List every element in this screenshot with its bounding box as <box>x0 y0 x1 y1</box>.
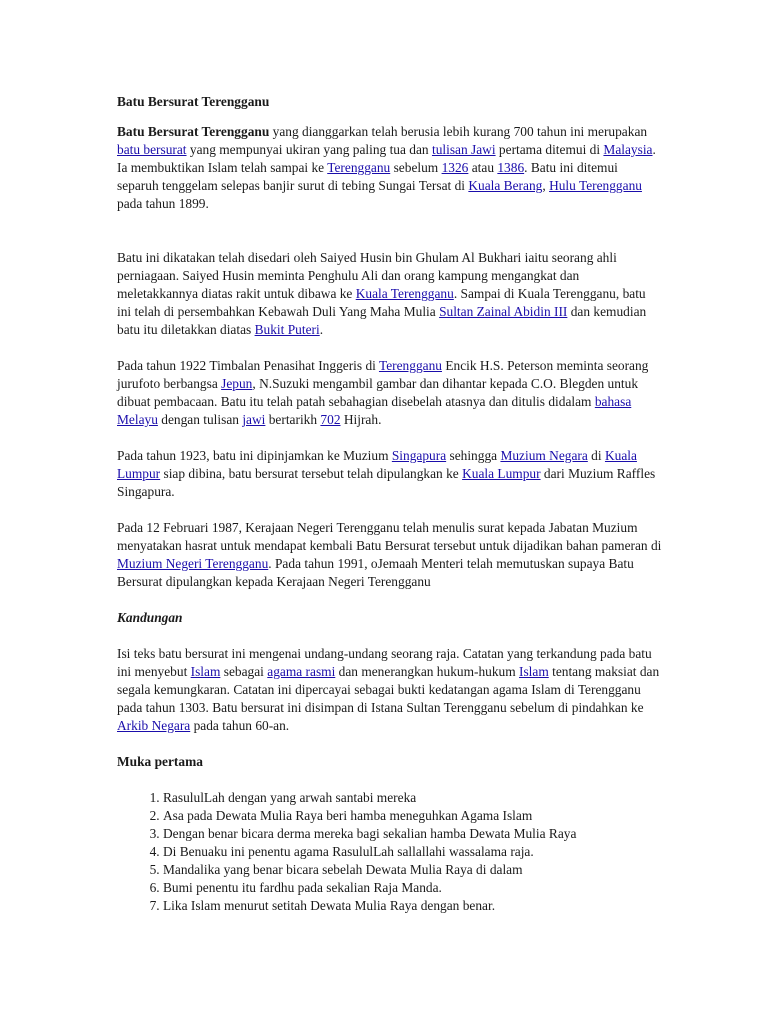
list-item: 5. Mandalika yang benar bicara sebelah Dewata Mulia Raya di dalam <box>163 861 662 879</box>
link-muzium-negeri-terengganu[interactable]: Muzium Negeri Terengganu <box>117 556 269 571</box>
list-item: 1. RasululLah dengan yang arwah santabi mereka <box>163 789 662 807</box>
link-hulu-terengganu[interactable]: Hulu Terengganu <box>549 178 642 193</box>
text: pada tahun 60-an. <box>190 718 290 733</box>
list-item: 6. Bumi penentu itu fardhu pada sekalian Raja Manda. <box>163 879 662 897</box>
list-item: 4. Di Benuaku ini penentu agama RasululLah sallallahi wassalama raja. <box>163 843 662 861</box>
text: sehingga <box>446 448 501 463</box>
document-content <box>117 93 662 915</box>
link-terengganu-2[interactable]: Terengganu <box>378 358 442 373</box>
link-tulisan-jawi[interactable]: tulisan Jawi <box>431 142 496 157</box>
link-islam[interactable]: Islam <box>190 664 221 679</box>
paragraph-1987 <box>117 519 662 591</box>
text: sebelum <box>390 160 442 175</box>
list-item: 3. Dengan benar bicara derma mereka bagi sekalian hamba Dewata Mulia Raya <box>163 825 662 843</box>
intro-bold-term: Batu Bersurat Terengganu <box>117 124 270 139</box>
text: dengan tulisan <box>157 412 243 427</box>
link-batu-bersurat[interactable]: batu bersurat <box>117 142 187 157</box>
link-kuala-terengganu[interactable]: Kuala Terengganu <box>355 286 454 301</box>
text: Batu ini dikatakan telah disedari oleh Saiyed Husin bin Ghulam Al Bukhari iaitu seorang ahli perniagaan. Saiyed Husin meminta Penghulu Ali dan orang kampung mengangkat dan meletakkannya diatas rakit untuk dibawa ke <box>117 250 617 301</box>
link-702[interactable]: 702 <box>320 412 341 427</box>
link-sultan-zainal-abidin-iii[interactable]: Sultan Zainal Abidin III <box>439 304 568 319</box>
text: . Pada tahun 1991, oJemaah Menteri telah memutuskan supaya Batu Bersurat dipulangkan kepada Kerajaan Negeri Terengganu <box>117 556 634 589</box>
list-item: 7. Lika Islam menurut setitah Dewata Mulia Raya dengan benar. <box>163 897 662 915</box>
paragraph-1923 <box>117 447 662 501</box>
page-title: Batu Bersurat Terengganu <box>117 94 270 109</box>
text: bertarikh <box>265 412 321 427</box>
text: pertama ditemui di <box>495 142 604 157</box>
link-bukit-puteri[interactable]: Bukit Puteri <box>254 322 320 337</box>
link-jawi[interactable]: jawi <box>242 412 266 427</box>
text: tentang maksiat dan segala kemungkaran. Catatan ini dipercayai sebagai bukti kedatangan agama Islam di Terengganu pada tahun 1303. Batu bersurat ini disimpan di Istana Sultan Terengganu sebelum di pindahkan ke <box>117 664 660 715</box>
paragraph-discovery <box>117 249 662 339</box>
link-muzium-negara[interactable]: Muzium Negara <box>500 448 588 463</box>
link-arkib-negara[interactable]: Arkib Negara <box>117 718 191 733</box>
text: Pada tahun 1923, batu ini dipinjamkan ke Muzium <box>117 448 392 463</box>
list-item: 2. Asa pada Dewata Mulia Raya beri hamba meneguhkan Agama Islam <box>163 807 662 825</box>
text: pada tahun 1899. <box>117 196 209 211</box>
link-kuala-lumpur[interactable]: Kuala Lumpur <box>117 448 637 481</box>
paragraph-1922 <box>117 357 662 429</box>
text: di <box>587 448 605 463</box>
inscription-list <box>117 789 662 915</box>
text: Isi teks batu bersurat ini mengenai undang-undang seorang raja. Catatan yang terkandung pada batu ini menyebut <box>117 646 652 679</box>
text: yang mempunyai ukiran yang paling tua dan <box>186 142 432 157</box>
link-islam-2[interactable]: Islam <box>519 664 549 679</box>
text: Encik H.S. Peterson meminta seorang jurufoto berbangsa <box>117 358 649 391</box>
text: Pada 12 Februari 1987, Kerajaan Negeri Terengganu telah menulis surat kepada Jabatan Muzium menyatakan hasrat untuk mendapat kembali Batu Bersurat tersebut untuk dijadikan bahan pameran di <box>117 520 662 553</box>
text: dan menerangkan hukum-hukum <box>335 664 519 679</box>
paragraph-kandungan <box>117 645 662 735</box>
link-terengganu[interactable]: Terengganu <box>327 160 391 175</box>
link-1386[interactable]: 1386 <box>497 160 525 175</box>
text: atau <box>468 160 498 175</box>
text: Hijrah. <box>340 412 382 427</box>
paragraph-intro <box>117 123 662 213</box>
link-kuala-lumpur-2[interactable]: Kuala Lumpur <box>462 466 541 481</box>
link-bahasa-melayu[interactable]: bahasa Melayu <box>117 394 632 427</box>
link-1326[interactable]: 1326 <box>441 160 469 175</box>
text: dan kemudian batu itu diletakkan diatas <box>117 304 647 337</box>
link-agama-rasmi[interactable]: agama rasmi <box>267 664 336 679</box>
text: . Sampai di Kuala Terengganu, batu ini telah di persembahkan Kebawah Duli Yang Maha Mulia <box>117 286 646 319</box>
text: . Ia membuktikan Islam telah sampai ke <box>117 142 656 175</box>
heading-muka-pertama: Muka pertama <box>117 754 203 769</box>
link-kuala-berang[interactable]: Kuala Berang <box>468 178 543 193</box>
text: . Batu ini ditemui separuh tenggelam selepas banjir surut di tebing Sungai Tersat di <box>117 160 618 193</box>
link-jepun[interactable]: Jepun <box>221 376 253 391</box>
link-malaysia[interactable]: Malaysia <box>603 142 653 157</box>
text: siap dibina, batu bersurat tersebut telah dipulangkan ke <box>160 466 463 481</box>
text: . <box>319 322 324 337</box>
text: sebagai <box>220 664 268 679</box>
link-singapura[interactable]: Singapura <box>391 448 447 463</box>
text: , <box>542 178 550 193</box>
text: yang dianggarkan telah berusia lebih kurang 700 tahun ini merupakan <box>269 124 648 139</box>
text: Pada tahun 1922 Timbalan Penasihat Inggeris di <box>117 358 379 373</box>
text: , N.Suzuki mengambil gambar dan dihantar kepada C.O. Blegden untuk dibuat pembacaan. Batu itu telah patah sebahagian disebelah atasnya dan ditulis didalam <box>117 376 639 409</box>
text: dari Muzium Raffles Singapura. <box>117 466 656 499</box>
heading-kandungan: Kandungan <box>117 610 183 625</box>
